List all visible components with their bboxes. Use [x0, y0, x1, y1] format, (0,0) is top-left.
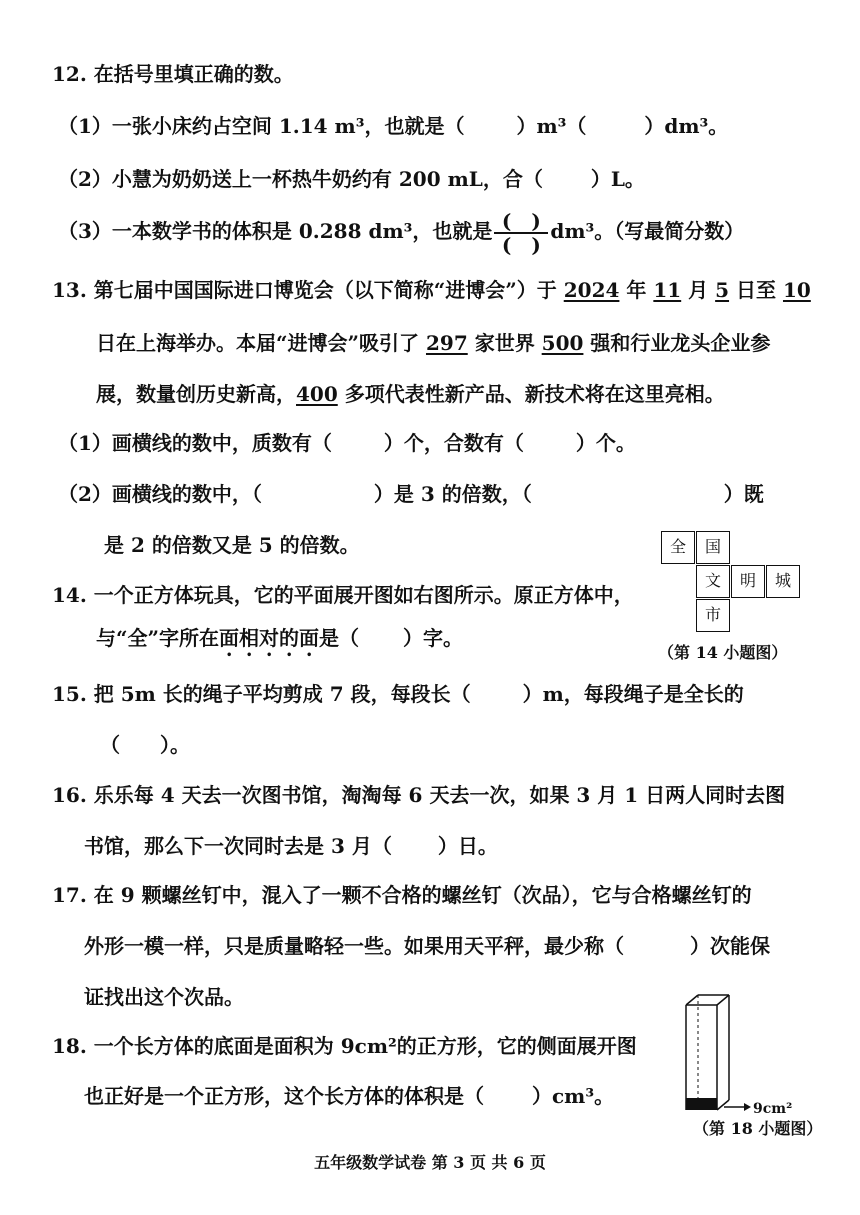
net-cell: 全	[661, 531, 695, 564]
arrow-head	[744, 1103, 751, 1111]
q13-line2: 日在上海举办。本届“进博会”吸引了 297 家世界 500 强和行业龙头企业参	[96, 331, 771, 355]
cuboid-label: 9cm²	[753, 1101, 793, 1117]
underlined-number: 297	[425, 331, 468, 355]
underlined-number: 10	[782, 278, 811, 302]
q13-part2: （2）画横线的数中，（ ）是 3 的倍数，（ ）既	[58, 482, 764, 506]
q14-line1: 14. 一个正方体玩具，它的平面展开图如右图所示。原正方体中，	[52, 583, 634, 607]
q15-line1: 15. 把 5m 长的绳子平均剪成 7 段，每段长（ ）m，每段绳子是全长的	[52, 682, 744, 706]
q17-line1: 17. 在 9 颗螺丝钉中，混入了一颗不合格的螺丝钉（次品），它与合格螺丝钉的	[52, 883, 752, 907]
q18-line1: 18. 一个长方体的底面是面积为 9cm²的正方形，它的侧面展开图	[52, 1034, 637, 1058]
net-cell: 城	[766, 565, 800, 598]
q13-part1: （1）画横线的数中，质数有（ ）个，合数有（ ）个。	[58, 431, 636, 455]
underlined-number: 500	[541, 331, 584, 355]
cuboid-figure	[680, 990, 810, 1120]
q18-line2: 也正好是一个正方形，这个长方体的体积是（ ）cm³。	[84, 1084, 615, 1108]
q12-part2: （2）小慧为奶奶送上一杯热牛奶约有 200 mL，合（ ）L。	[58, 167, 645, 191]
cube-net-figure	[661, 531, 805, 635]
net-cell: 文	[696, 565, 730, 598]
net-cell: 国	[696, 531, 730, 564]
q13-line3: 展，数量创历史新高，400 多项代表性新产品、新技术将在这里亮相。	[96, 382, 725, 406]
underlined-number: 5	[715, 278, 730, 302]
q13-part2-cont: 是 2 的倍数又是 5 的倍数。	[104, 533, 360, 557]
q16-line1: 16. 乐乐每 4 天去一次图书馆，淘淘每 6 天去一次，如果 3 月 1 日两人同时去图	[52, 783, 786, 807]
net-cell: 市	[696, 599, 730, 632]
q17-line2: 外形一模一样，只是质量略轻一些。如果用天平秤，最少称（ ）次能保	[84, 934, 770, 958]
q12-part3: （3）一本数学书的体积是 0.288 dm³，也就是 $\frac{( )}{( )}$ dm³。（写最简分数）	[58, 208, 745, 257]
underlined-number: 11	[653, 278, 682, 302]
q12-title: 12. 在括号里填正确的数。	[52, 62, 294, 86]
q13-line1: 13. 第七届中国国际进口博览会（以下简称“进博会”）于 2024 年 11 月 5 日至 10	[52, 278, 811, 302]
cuboid-base	[686, 1098, 717, 1110]
q15-line2: （ ）。	[100, 733, 190, 757]
underlined-number: 2024	[563, 278, 620, 302]
q18-caption: （第 18 小题图）	[693, 1119, 823, 1138]
q14-caption: （第 14 小题图）	[658, 643, 788, 662]
fraction-blank[interactable]: $\frac{( )}{( )}$	[494, 210, 548, 256]
q14-line2: 与“全”字所在面相对的面是（ ）字。	[96, 626, 464, 650]
emphasis-dots: 面相对的面	[219, 626, 320, 650]
page-footer: 五年级数学试卷 第 3 页 共 6 页	[314, 1153, 546, 1172]
underlined-number: 400	[296, 382, 338, 406]
q17-line3: 证找出这个次品。	[84, 985, 244, 1009]
q16-line2: 书馆，那么下一次同时去是 3 月（ ）日。	[84, 834, 498, 858]
net-cell: 明	[731, 565, 765, 598]
q12-part1: （1）一张小床约占空间 1.14 m³，也就是（ ）m³（ ）dm³。	[58, 114, 729, 138]
